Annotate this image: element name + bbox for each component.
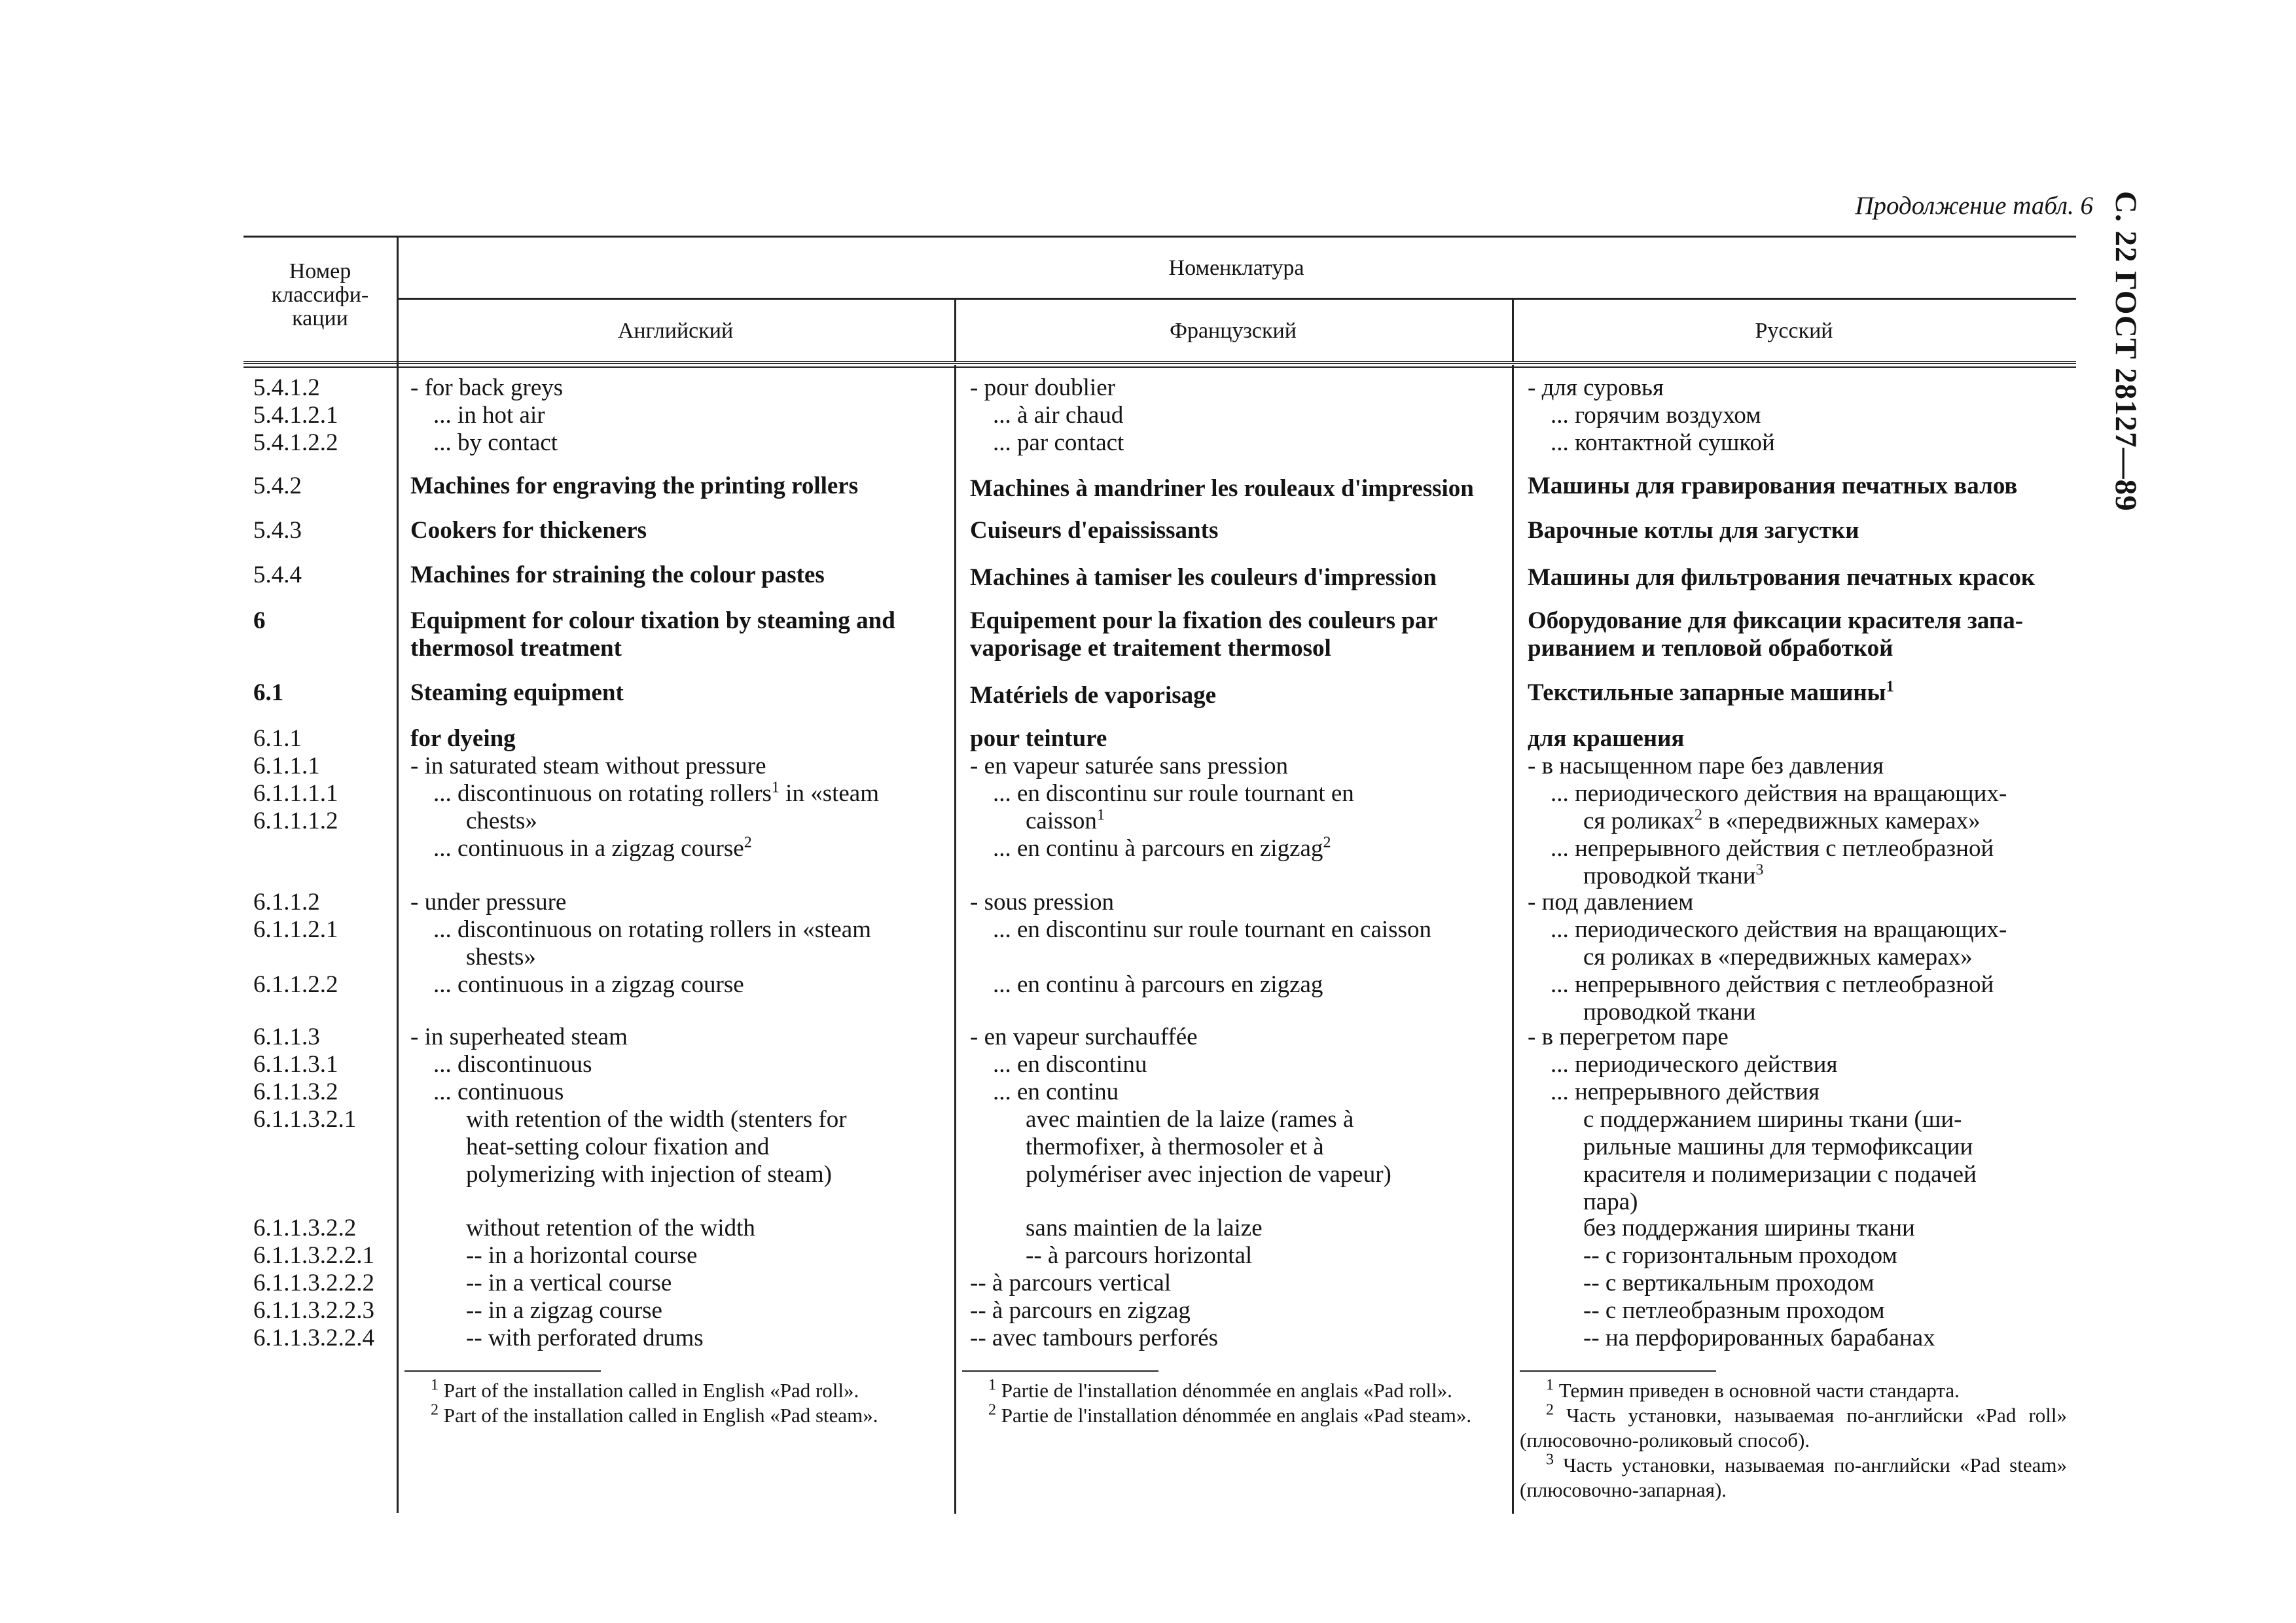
footnote-rule (962, 1370, 1158, 1372)
french-term: pour teinture (970, 725, 1107, 752)
english-term: - for back greys (410, 374, 564, 401)
footnote-marker: 1 (771, 779, 780, 796)
french-term: -- à parcours vertical (970, 1270, 1172, 1296)
row-number: 6.1.1.3.2.2.3 (253, 1297, 374, 1324)
english-term: Equipment for colour tixation by steaming and (410, 607, 895, 634)
header-bottom-rule (243, 361, 2076, 368)
russian-term: с поддержанием ширины ткани (ши- (1583, 1106, 1962, 1133)
english-term: heat-setting colour fixation and (466, 1133, 770, 1160)
row-number: 6.1.1.2 (253, 889, 320, 916)
english-term: ... by contact (433, 429, 558, 456)
footnote-marker: 2 (1546, 1401, 1554, 1419)
footnote-text: Часть установки, называемая по-английски «Pad roll» (плюсовочно-роликовый способ). (1520, 1404, 2067, 1452)
russian-term: ... непрерывного действия с петлеобразной (1551, 971, 1994, 998)
russian-term: -- с петлеобразным проходом (1583, 1297, 1885, 1324)
french-term: avec maintien de la laize (rames à (1026, 1106, 1354, 1133)
french-term: Equipement pour la fixation des couleurs par (970, 607, 1438, 634)
english-term: ... continuous (433, 1079, 564, 1105)
french-term: - pour doublier (970, 374, 1115, 401)
russian-term: ... непрерывного действия (1551, 1079, 1820, 1105)
row-number: 6.1.1.3.2.2.1 (253, 1242, 374, 1269)
russian-term: Машины для гравирования печатных валов (1528, 473, 2018, 499)
french-term: ... en continu à parcours en zigzag (993, 835, 1323, 862)
row-number: 6.1.1.3 (253, 1024, 320, 1050)
english-term: Steaming equipment (410, 679, 624, 706)
footnote-marker: 2 (1323, 834, 1331, 851)
french-term: ... à air chaud (993, 402, 1124, 429)
footnote-rule (1520, 1370, 1716, 1372)
french-term: -- à parcours horizontal (1026, 1242, 1253, 1269)
russian-term: без поддержания ширины ткани (1583, 1215, 1915, 1241)
french-term: -- avec tambours perforés (970, 1325, 1219, 1351)
french-term: - en vapeur surchauffée (970, 1024, 1198, 1050)
russian-term: риванием и тепловой обработкой (1528, 635, 1893, 662)
footnote-marker: 1 (1096, 806, 1105, 824)
russian-term: проводкой ткани (1583, 863, 1756, 889)
english-term: chests» (466, 808, 537, 834)
footnote-marker: 1 (1886, 678, 1894, 696)
row-number: 5.4.1.2 (253, 374, 320, 401)
header-number: Номер классифи- кации (271, 259, 369, 330)
russian-term: для крашения (1528, 725, 1685, 752)
english-term: for dyeing (410, 725, 516, 752)
russian-term: - для суровья (1528, 374, 1664, 401)
french-term: ... en discontinu sur roule tournant en caisson (993, 916, 1431, 943)
english-term: ... in hot air (433, 402, 545, 429)
row-number: 6.1.1.3.2 (253, 1079, 338, 1105)
english-term: ... continuous in a zigzag course (433, 971, 744, 998)
footnote-marker: 3 (1546, 1451, 1554, 1469)
french-term: sans maintien de la laize (1026, 1215, 1263, 1241)
english-term: -- in a zigzag course (466, 1297, 662, 1324)
russian-term: ... контактной сушкой (1551, 429, 1775, 456)
row-number: 6.1.1.3.2.1 (253, 1106, 357, 1133)
footnote-text: Partie de l'installation dénommée en anglais «Pad roll». (1001, 1379, 1452, 1402)
row-number: 6.1.1.2.1 (253, 916, 338, 943)
footnote-marker: 1 (431, 1376, 439, 1394)
russian-term: - в перегретом паре (1528, 1024, 1729, 1050)
russian-term: - в насыщенном паре без давления (1528, 753, 1884, 779)
english-term: - in superheated steam (410, 1024, 628, 1050)
french-term: ... en continu (993, 1079, 1119, 1105)
english-term: ... discontinuous on rotating rollers in «steam (433, 916, 871, 943)
french-term: caisson (1026, 808, 1097, 834)
russian-term: рильные машины для термофиксации (1583, 1133, 1973, 1160)
french-term: -- à parcours en zigzag (970, 1297, 1191, 1324)
footnote-marker: 1 (988, 1376, 996, 1394)
english-term: ... discontinuous (433, 1051, 592, 1078)
russian-term: пара) (1583, 1188, 1638, 1215)
french-term: Machines à tamiser les couleurs d'impression (970, 564, 1437, 591)
row-number: 5.4.1.2.1 (253, 402, 338, 429)
russian-term: ... периодического действия на вращающих- (1551, 780, 2007, 807)
footnote-rule (404, 1370, 601, 1372)
english-term: -- with perforated drums (466, 1325, 704, 1351)
row-number: 6.1.1.3.2.2.2 (253, 1270, 374, 1296)
french-term: ... en continu à parcours en zigzag (993, 971, 1323, 998)
footnote-marker: 1 (1546, 1376, 1554, 1394)
english-term: -- in a horizontal course (466, 1242, 698, 1269)
row-number: 6.1.1.1 (253, 753, 320, 779)
row-number: 6.1.1 (253, 725, 302, 752)
french-term: vaporisage et traitement thermosol (970, 635, 1331, 662)
french-term: thermofixer, à thermosoler et à (1026, 1133, 1324, 1160)
russian-term: Текстильные запарные машины (1528, 679, 1886, 706)
russian-term: красителя и полимеризации с подачей (1583, 1161, 1977, 1188)
english-term: - in saturated steam without pressure (410, 753, 766, 779)
english-term: Machines for engraving the printing rollers (410, 473, 859, 499)
row-number: 5.4.2 (253, 473, 302, 499)
english-term: Cookers for thickeners (410, 517, 647, 544)
french-term: polymériser avec injection de vapeur) (1026, 1161, 1391, 1188)
russian-term: ся роликах в «передвижных камерах» (1583, 944, 1973, 971)
row-number: 6.1.1.3.2.2.4 (253, 1325, 374, 1351)
footnote-text: Термин приведен в основной части стандарта. (1558, 1379, 1960, 1402)
continuation-caption: Продолжение табл. 6 (1855, 192, 2093, 220)
footnote-text: Part of the installation called in English «Pad steam». (443, 1404, 878, 1427)
header-nomenclature: Номенклатура (1168, 256, 1304, 280)
russian-term: Оборудование для фиксации красителя запа- (1528, 607, 2024, 634)
english-term: ... discontinuous on rotating rollers (433, 780, 772, 807)
header-english: Английский (617, 319, 734, 343)
english-term: with retention of the width (stenters for (466, 1106, 847, 1133)
french-term: ... par contact (993, 429, 1124, 456)
russian-term: проводкой ткани (1583, 999, 1756, 1026)
russian-term: Варочные котлы для загустки (1528, 517, 1859, 544)
row-number: 5.4.1.2.2 (253, 429, 338, 456)
english-term: -- in a vertical course (466, 1270, 672, 1296)
row-number: 5.4.3 (253, 517, 302, 544)
row-number: 6 (253, 607, 266, 634)
footnote-marker: 3 (1755, 861, 1764, 879)
footnote-text: Часть установки, называемая по-английски «Pad steam» (плюсовочно-запарная). (1520, 1454, 2067, 1501)
row-number: 5.4.4 (253, 562, 302, 588)
russian-term: Машины для фильтрования печатных красок (1528, 564, 2036, 591)
french-term: Cuiseurs d'epaississants (970, 517, 1219, 544)
english-term: - under pressure (410, 889, 567, 916)
footnote-marker: 2 (1694, 806, 1702, 824)
russian-term: - под давлением (1528, 889, 1694, 916)
header-russian: Русский (1755, 319, 1833, 343)
french-term: ... en discontinu sur roule tournant en (993, 780, 1354, 807)
english-term: shests» (466, 944, 536, 971)
row-number: 6.1 (253, 679, 284, 706)
english-term: thermosol treatment (410, 635, 622, 662)
russian-term: ... непрерывного действия с петлеобразной (1551, 835, 1994, 862)
english-term: Machines for straining the colour pastes (410, 562, 825, 588)
french-term: - sous pression (970, 889, 1114, 916)
footnote-text: Part of the installation called in English «Pad roll». (443, 1379, 859, 1402)
footnote-marker: 2 (988, 1401, 996, 1419)
footnote-marker: 2 (744, 834, 752, 851)
french-term: Machines à mandriner les rouleaux d'impression (970, 475, 1474, 502)
english-term: polymerizing with injection of steam) (466, 1161, 832, 1188)
footnotes-russian (1520, 1378, 2067, 1503)
side-page-label: С. 22 ГОСТ 28127—89 (2109, 191, 2143, 512)
russian-term: -- на перфорированных барабанах (1583, 1325, 1935, 1351)
russian-term: ... периодического действия (1551, 1051, 1838, 1078)
header-divider (397, 298, 2076, 300)
row-number: 6.1.1.1.2 (253, 808, 338, 834)
french-term: ... en discontinu (993, 1051, 1147, 1078)
footnote-marker: 2 (431, 1401, 439, 1419)
row-number: 6.1.1.3.2.2 (253, 1215, 357, 1241)
table-top-rule (243, 236, 2076, 238)
french-term: - en vapeur saturée sans pression (970, 753, 1288, 779)
russian-term: ... горячим воздухом (1551, 402, 1761, 429)
english-term: without retention of the width (466, 1215, 755, 1241)
russian-term: ся роликах (1583, 808, 1695, 834)
row-number: 6.1.1.1.1 (253, 780, 338, 807)
row-number: 6.1.1.3.1 (253, 1051, 338, 1078)
russian-term: -- с горизонтальным проходом (1583, 1242, 1897, 1269)
russian-term: ... периодического действия на вращающих- (1551, 916, 2007, 943)
russian-term: -- с вертикальным проходом (1583, 1270, 1874, 1296)
french-term: Matériels de vaporisage (970, 682, 1217, 709)
footnotes-english (404, 1378, 946, 1428)
header-french: Французский (1170, 319, 1297, 343)
english-term: ... continuous in a zigzag course (433, 835, 744, 862)
footnote-text: Partie de l'installation dénommée en anglais «Pad steam». (1001, 1404, 1472, 1427)
footnotes-french (962, 1378, 1504, 1428)
row-number: 6.1.1.2.2 (253, 971, 338, 998)
